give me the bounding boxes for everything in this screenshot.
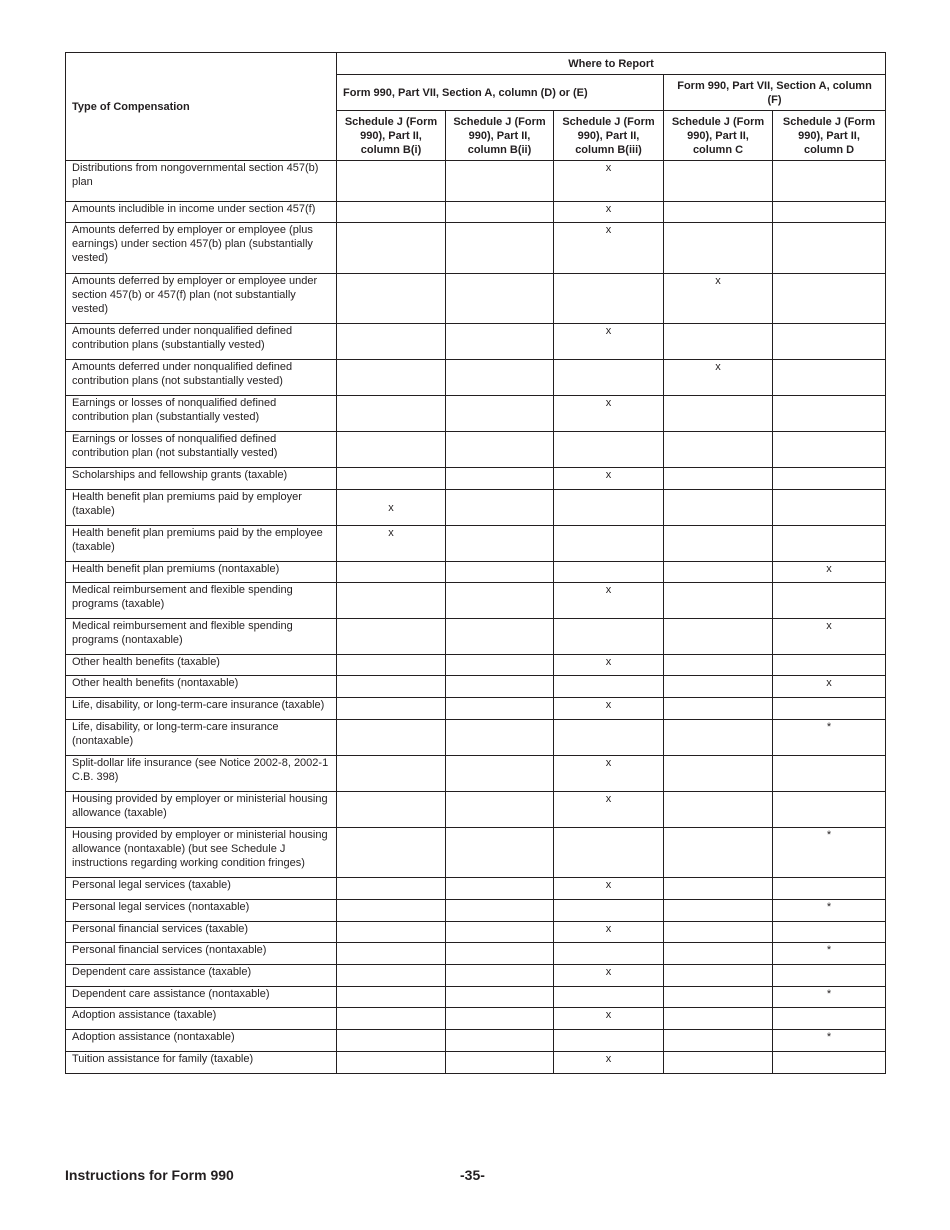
- mark-cell: [773, 223, 886, 274]
- table-row: [66, 676, 886, 698]
- mark-cell: [337, 1052, 446, 1074]
- row-type-cell: Amounts deferred by employer or employee (plus earnings) under section 457(b) plan (substantially vested): [66, 223, 337, 274]
- table-row: [66, 720, 886, 756]
- table-row: [66, 922, 886, 943]
- mark-cell: [446, 396, 554, 432]
- mark-cell: x: [554, 1052, 664, 1074]
- col-header-d: Schedule J (Form 990), Part II, column D: [773, 111, 886, 161]
- mark-cell: [664, 756, 773, 792]
- mark-cell: x: [554, 922, 664, 943]
- row-type-cell: Dependent care assistance (nontaxable): [66, 987, 337, 1008]
- mark-cell: [664, 655, 773, 676]
- col-header-b-ii: Schedule J (Form 990), Part II, column B(ii): [446, 111, 554, 161]
- mark-cell: [337, 223, 446, 274]
- mark-cell: [664, 900, 773, 922]
- table-row: [66, 900, 886, 922]
- mark-cell: *: [773, 1030, 886, 1052]
- mark-cell: [337, 583, 446, 619]
- mark-cell: [664, 526, 773, 562]
- mark-cell: [337, 619, 446, 655]
- mark-cell: x: [554, 756, 664, 792]
- mark-cell: [337, 562, 446, 583]
- mark-cell: [664, 396, 773, 432]
- mark-cell: [446, 1030, 554, 1052]
- mark-cell: [337, 698, 446, 720]
- mark-cell: [664, 720, 773, 756]
- row-type-cell: Medical reimbursement and flexible spending programs (nontaxable): [66, 619, 337, 655]
- mark-cell: [446, 756, 554, 792]
- mark-cell: [446, 526, 554, 562]
- mark-cell: [773, 324, 886, 360]
- table-row: [66, 583, 886, 619]
- mark-cell: [337, 943, 446, 965]
- col-header-c: Schedule J (Form 990), Part II, column C: [664, 111, 773, 161]
- where-to-report-header: Where to Report: [337, 53, 886, 75]
- mark-cell: [446, 792, 554, 828]
- mark-cell: [337, 202, 446, 223]
- mark-cell: [446, 828, 554, 878]
- table-row: [66, 562, 886, 583]
- mark-cell: [337, 922, 446, 943]
- table-header: [66, 53, 886, 161]
- mark-cell: [664, 965, 773, 987]
- table-row: [66, 965, 886, 987]
- mark-cell: [554, 562, 664, 583]
- mark-cell: [664, 828, 773, 878]
- row-type-cell: Split-dollar life insurance (see Notice 2002-8, 2002-1 C.B. 398): [66, 756, 337, 792]
- row-type-cell: Life, disability, or long-term-care insurance (taxable): [66, 698, 337, 720]
- table-body: [66, 161, 886, 1074]
- row-type-cell: Scholarships and fellowship grants (taxable): [66, 468, 337, 490]
- mark-cell: x: [773, 676, 886, 698]
- mark-cell: [664, 987, 773, 1008]
- row-type-cell: Earnings or losses of nonqualified defined contribution plan (substantially vested): [66, 396, 337, 432]
- mark-cell: [664, 161, 773, 202]
- footer-form-title: Instructions for Form 990: [65, 1167, 234, 1183]
- table-row: [66, 698, 886, 720]
- row-type-cell: Amounts deferred by employer or employee under section 457(b) or 457(f) plan (not substantially vested): [66, 274, 337, 324]
- mark-cell: [554, 490, 664, 526]
- mark-cell: [337, 655, 446, 676]
- group-header-d-e: Form 990, Part VII, Section A, column (D) or (E): [337, 75, 664, 111]
- mark-cell: x: [554, 396, 664, 432]
- mark-cell: [773, 274, 886, 324]
- mark-cell: [446, 562, 554, 583]
- table-row: [66, 1052, 886, 1074]
- mark-cell: [664, 698, 773, 720]
- mark-cell: [337, 324, 446, 360]
- mark-cell: x: [554, 583, 664, 619]
- mark-cell: [773, 922, 886, 943]
- mark-cell: [337, 987, 446, 1008]
- row-type-cell: Earnings or losses of nonqualified defined contribution plan (not substantially vested): [66, 432, 337, 468]
- mark-cell: x: [554, 468, 664, 490]
- table-row: [66, 655, 886, 676]
- mark-cell: [773, 655, 886, 676]
- mark-cell: x: [554, 223, 664, 274]
- row-type-cell: Personal legal services (nontaxable): [66, 900, 337, 922]
- mark-cell: [554, 828, 664, 878]
- mark-cell: [664, 583, 773, 619]
- mark-cell: [773, 792, 886, 828]
- row-type-cell: Amounts deferred under nonqualified defined contribution plans (substantially vested): [66, 324, 337, 360]
- table-row: [66, 161, 886, 202]
- table-row: [66, 432, 886, 468]
- mark-cell: [446, 432, 554, 468]
- row-type-cell: Personal financial services (nontaxable): [66, 943, 337, 965]
- mark-cell: [664, 943, 773, 965]
- mark-cell: [773, 965, 886, 987]
- mark-cell: [773, 1008, 886, 1030]
- row-type-cell: Life, disability, or long-term-care insurance (nontaxable): [66, 720, 337, 756]
- table-row: [66, 1008, 886, 1030]
- table-row: [66, 1030, 886, 1052]
- mark-cell: [554, 1030, 664, 1052]
- mark-cell: [664, 676, 773, 698]
- type-of-compensation-header: Type of Compensation: [66, 53, 337, 161]
- mark-cell: [446, 1052, 554, 1074]
- mark-cell: x: [664, 274, 773, 324]
- table-row: [66, 202, 886, 223]
- row-type-cell: Health benefit plan premiums paid by the employee (taxable): [66, 526, 337, 562]
- mark-cell: [773, 526, 886, 562]
- mark-cell: [446, 583, 554, 619]
- mark-cell: [664, 1030, 773, 1052]
- mark-cell: [664, 1052, 773, 1074]
- mark-cell: [664, 202, 773, 223]
- mark-cell: [554, 943, 664, 965]
- mark-cell: [664, 878, 773, 900]
- table-row: [66, 756, 886, 792]
- row-type-cell: Other health benefits (taxable): [66, 655, 337, 676]
- mark-cell: [337, 1008, 446, 1030]
- mark-cell: x: [554, 792, 664, 828]
- row-type-cell: Dependent care assistance (taxable): [66, 965, 337, 987]
- table-row: [66, 943, 886, 965]
- mark-cell: *: [773, 900, 886, 922]
- mark-cell: [664, 922, 773, 943]
- mark-cell: [446, 900, 554, 922]
- mark-cell: [773, 202, 886, 223]
- row-type-cell: Personal legal services (taxable): [66, 878, 337, 900]
- mark-cell: [446, 490, 554, 526]
- table-row: [66, 490, 886, 526]
- mark-cell: [337, 274, 446, 324]
- mark-cell: [554, 720, 664, 756]
- mark-cell: x: [554, 878, 664, 900]
- mark-cell: [337, 432, 446, 468]
- mark-cell: [446, 468, 554, 490]
- mark-cell: *: [773, 943, 886, 965]
- mark-cell: [337, 878, 446, 900]
- mark-cell: [664, 1008, 773, 1030]
- mark-cell: *: [773, 720, 886, 756]
- mark-cell: [446, 223, 554, 274]
- table-row: [66, 223, 886, 274]
- mark-cell: [337, 965, 446, 987]
- mark-cell: [446, 922, 554, 943]
- mark-cell: [446, 878, 554, 900]
- mark-cell: [773, 878, 886, 900]
- row-type-cell: Amounts deferred under nonqualified defined contribution plans (not substantially vested): [66, 360, 337, 396]
- table-row: [66, 526, 886, 562]
- footer-page-number: -35-: [460, 1167, 485, 1183]
- row-type-cell: Adoption assistance (taxable): [66, 1008, 337, 1030]
- mark-cell: [554, 432, 664, 468]
- mark-cell: *: [773, 828, 886, 878]
- mark-cell: x: [337, 490, 446, 526]
- mark-cell: [337, 396, 446, 432]
- mark-cell: [773, 1052, 886, 1074]
- row-type-cell: Health benefit plan premiums (nontaxable): [66, 562, 337, 583]
- mark-cell: [337, 900, 446, 922]
- mark-cell: [446, 619, 554, 655]
- mark-cell: [773, 432, 886, 468]
- mark-cell: [554, 676, 664, 698]
- mark-cell: [773, 360, 886, 396]
- mark-cell: x: [337, 526, 446, 562]
- mark-cell: [773, 490, 886, 526]
- row-type-cell: Amounts includible in income under section 457(f): [66, 202, 337, 223]
- mark-cell: [337, 161, 446, 202]
- mark-cell: [773, 468, 886, 490]
- table-row: [66, 396, 886, 432]
- col-header-b-iii: Schedule J (Form 990), Part II, column B(iii): [554, 111, 664, 161]
- mark-cell: [664, 468, 773, 490]
- col-header-b-i: Schedule J (Form 990), Part II, column B(i): [337, 111, 446, 161]
- table-row: [66, 324, 886, 360]
- mark-cell: x: [664, 360, 773, 396]
- mark-cell: [554, 987, 664, 1008]
- compensation-table: [65, 52, 886, 1074]
- mark-cell: [773, 396, 886, 432]
- mark-cell: x: [554, 965, 664, 987]
- mark-cell: [446, 202, 554, 223]
- mark-cell: x: [773, 619, 886, 655]
- row-type-cell: Distributions from nongovernmental section 457(b) plan: [66, 161, 337, 202]
- row-type-cell: Other health benefits (nontaxable): [66, 676, 337, 698]
- mark-cell: [337, 792, 446, 828]
- mark-cell: x: [554, 698, 664, 720]
- mark-cell: [446, 161, 554, 202]
- mark-cell: [337, 756, 446, 792]
- mark-cell: x: [554, 161, 664, 202]
- mark-cell: *: [773, 987, 886, 1008]
- mark-cell: [446, 274, 554, 324]
- mark-cell: [773, 161, 886, 202]
- mark-cell: [554, 526, 664, 562]
- mark-cell: x: [554, 655, 664, 676]
- mark-cell: x: [773, 562, 886, 583]
- table-row: [66, 468, 886, 490]
- mark-cell: [773, 756, 886, 792]
- mark-cell: x: [554, 324, 664, 360]
- mark-cell: [664, 562, 773, 583]
- mark-cell: [446, 987, 554, 1008]
- row-type-cell: Personal financial services (taxable): [66, 922, 337, 943]
- mark-cell: [337, 1030, 446, 1052]
- table-row: [66, 360, 886, 396]
- mark-cell: [446, 720, 554, 756]
- mark-cell: [554, 274, 664, 324]
- mark-cell: [664, 223, 773, 274]
- mark-cell: [337, 828, 446, 878]
- table-row: [66, 828, 886, 878]
- row-type-cell: Tuition assistance for family (taxable): [66, 1052, 337, 1074]
- mark-cell: [664, 490, 773, 526]
- mark-cell: [773, 583, 886, 619]
- mark-cell: [446, 1008, 554, 1030]
- mark-cell: [446, 655, 554, 676]
- table-row: [66, 274, 886, 324]
- row-type-cell: Health benefit plan premiums paid by employer (taxable): [66, 490, 337, 526]
- mark-cell: [446, 698, 554, 720]
- row-type-cell: Housing provided by employer or ministerial housing allowance (taxable): [66, 792, 337, 828]
- mark-cell: [554, 900, 664, 922]
- mark-cell: [773, 698, 886, 720]
- mark-cell: [446, 676, 554, 698]
- mark-cell: [337, 468, 446, 490]
- mark-cell: x: [554, 1008, 664, 1030]
- group-header-f: Form 990, Part VII, Section A, column (F): [664, 75, 886, 111]
- mark-cell: [337, 720, 446, 756]
- table-row: [66, 619, 886, 655]
- mark-cell: [446, 324, 554, 360]
- table-row: [66, 878, 886, 900]
- mark-cell: [446, 943, 554, 965]
- mark-cell: [337, 360, 446, 396]
- row-type-cell: Medical reimbursement and flexible spending programs (taxable): [66, 583, 337, 619]
- table-row: [66, 987, 886, 1008]
- row-type-cell: Housing provided by employer or ministerial housing allowance (nontaxable) (but see Schedule J instructions regarding working condition fringes): [66, 828, 337, 878]
- table-row: [66, 792, 886, 828]
- mark-cell: [446, 965, 554, 987]
- mark-cell: [554, 360, 664, 396]
- mark-cell: [554, 619, 664, 655]
- mark-cell: [664, 619, 773, 655]
- mark-cell: [664, 432, 773, 468]
- mark-cell: [664, 792, 773, 828]
- mark-cell: [446, 360, 554, 396]
- mark-cell: x: [554, 202, 664, 223]
- mark-cell: [664, 324, 773, 360]
- mark-cell: [337, 676, 446, 698]
- row-type-cell: Adoption assistance (nontaxable): [66, 1030, 337, 1052]
